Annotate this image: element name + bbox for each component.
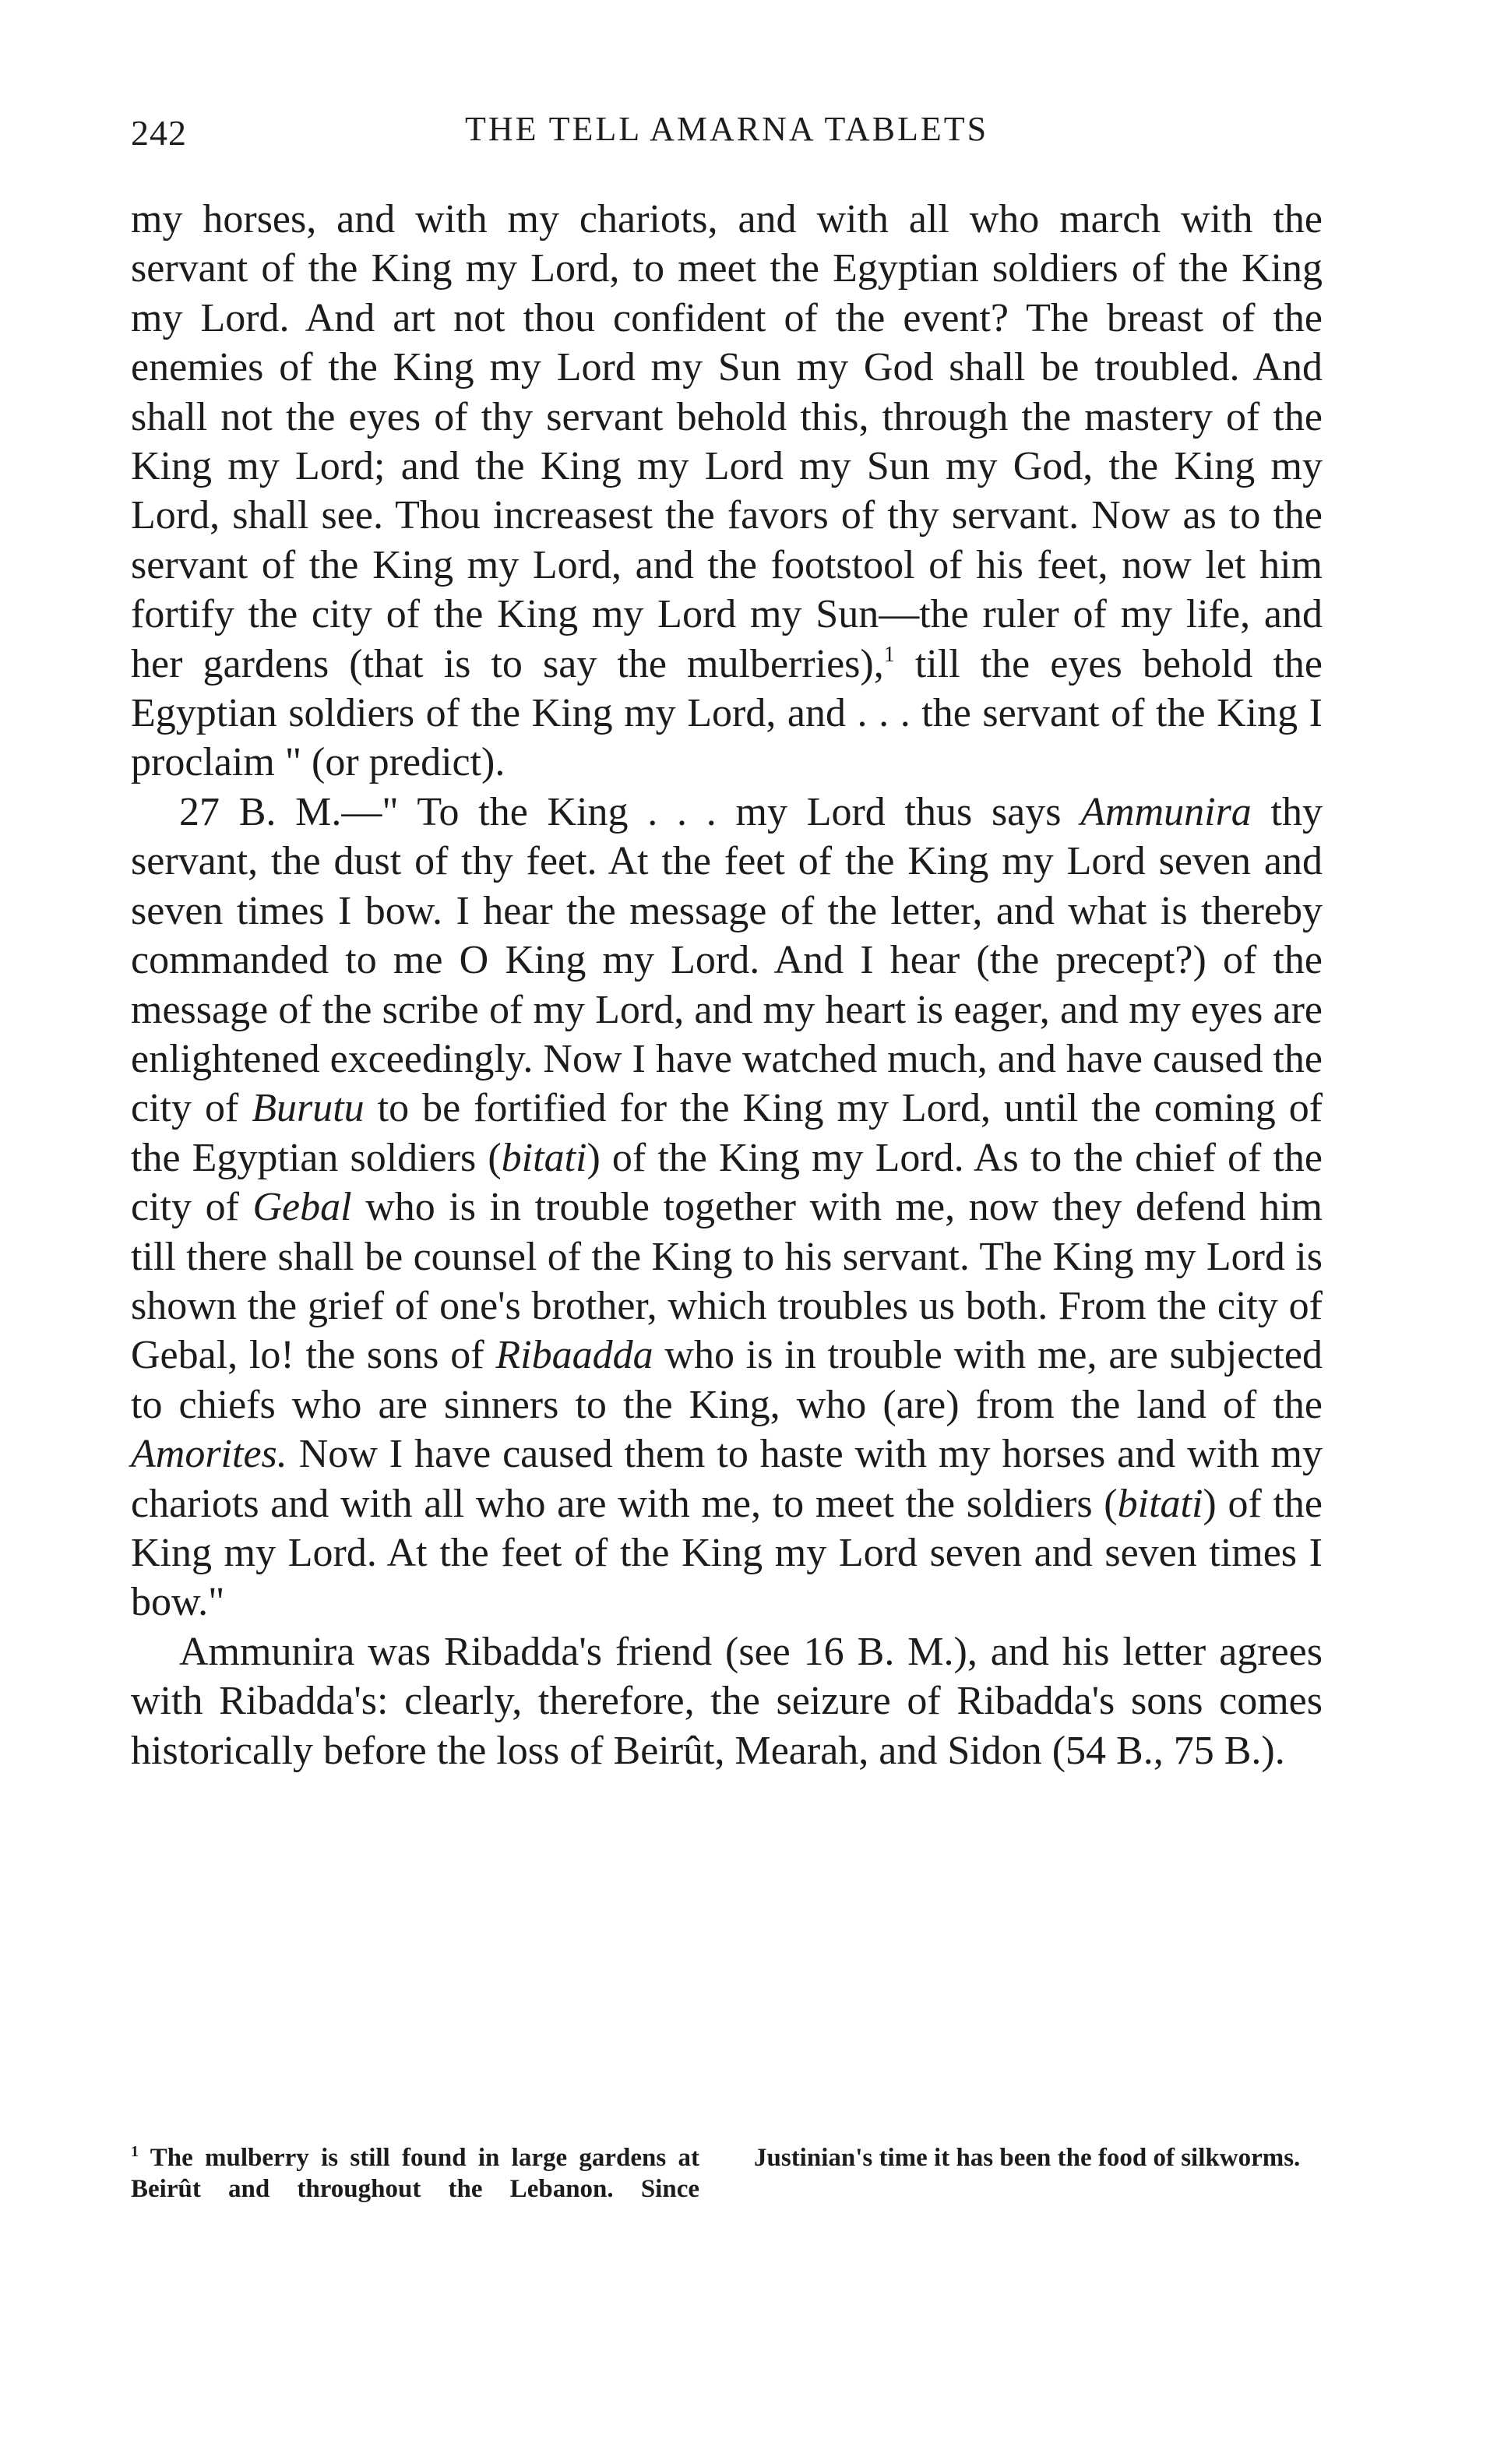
italic-name-amorites: Amorites. [131,1432,287,1477]
italic-name-ammunira: Ammunira [1080,789,1252,834]
paragraph-text: who is in trouble together with me, now they defend him till there shall be counsel of the King to his servant. The King my Lord is shown the grief of one's brother, which troubles us both. From the city of Gebal, lo! the sons of [131,1185,1323,1378]
paragraph-text: ) of the King my Lord. At the feet of the King my Lord seven and seven times I bow." [131,1481,1323,1625]
paragraph-text: ) of the King my Lord. As to the chief of the city of [131,1135,1323,1230]
paragraph-letter-continuation [131,195,1323,788]
paragraph-text: Now I have caused them to haste with my horses and with my chariots and with all who are with me, to meet the soldiers ( [131,1432,1323,1526]
italic-name-ribaadda: Ribaadda [495,1333,653,1378]
italic-name-gebal: Gebal [252,1185,352,1230]
paragraph-commentary: Ammunira was Ribadda's friend (see 16 B. M.), and his letter agrees with Ribadda's: clearly, therefore, the seizure of Ribadda's sons comes historically before the loss of Beirût, Mearah, and Sidon (54 B., 75 B.). [131,1629,1323,1773]
italic-name-burutu: Burutu [252,1086,365,1131]
body-text [131,195,1323,1775]
running-head: THE TELL AMARNA TABLETS [464,110,989,148]
paragraph-text: who is in trouble with me, are subjected to chiefs who are sinners to the King, who (are) from the land of the [131,1333,1323,1427]
footnote-reference: 1 [883,642,895,667]
paragraph-text: my horses, and with my chariots, and with all who march with the servant of the King my Lord, to meet the Egyptian soldiers of the King my Lord. And art not thou confident of the event? The breast of the enemies of the King my Lord my Sun my God shall be troubled. And shall not the eyes of thy servant behold this, through the mastery of the King my Lord; and the King my Lord my Sun my God, the King my Lord, shall see. Thou increasest the favors of thy servant. Now as to the servant of the King my Lord, and the footstool of his feet, now let him fortify the city of the King my Lord my Sun—the ruler of my life, and her gardens (that is to say the mulberries), [131,197,1323,686]
footnote [131,2142,1323,2205]
paragraph-text: till the eyes behold the Egyptian soldiers of the King my Lord, and . . . the servant of the King I proclaim " (or predict). [131,641,1323,785]
page-number: 242 [131,113,187,153]
paragraph-text: 27 B. M.—" To the King . . . my Lord thus says [179,789,1081,834]
italic-term-bitati: bitati [501,1135,587,1180]
paragraph-letter-27-bm [131,788,1323,1627]
italic-term-bitati: bitati [1117,1481,1203,1526]
footnote-text: The mulberry is still found in large gardens at Beirût and throughout the Lebanon. Since Justinian's time it has been the food of silkworms. [131,2144,1301,2203]
paragraph-text: thy servant, the dust of thy feet. At the feet of the King my Lord seven and seven times I bow. I hear the message of the letter, and what is thereby commanded to me O King my Lord. And I hear (the precept?) of the message of the scribe of my Lord, and my heart is eager, and my eyes are enlightened exceedingly. Now I have watched much, and have caused the city of [131,789,1323,1131]
paragraph-text: to be fortified for the King my Lord, until the coming of the Egyptian soldiers ( [131,1086,1323,1180]
footnote-marker: 1 [131,2143,139,2160]
page-header [131,109,1323,156]
